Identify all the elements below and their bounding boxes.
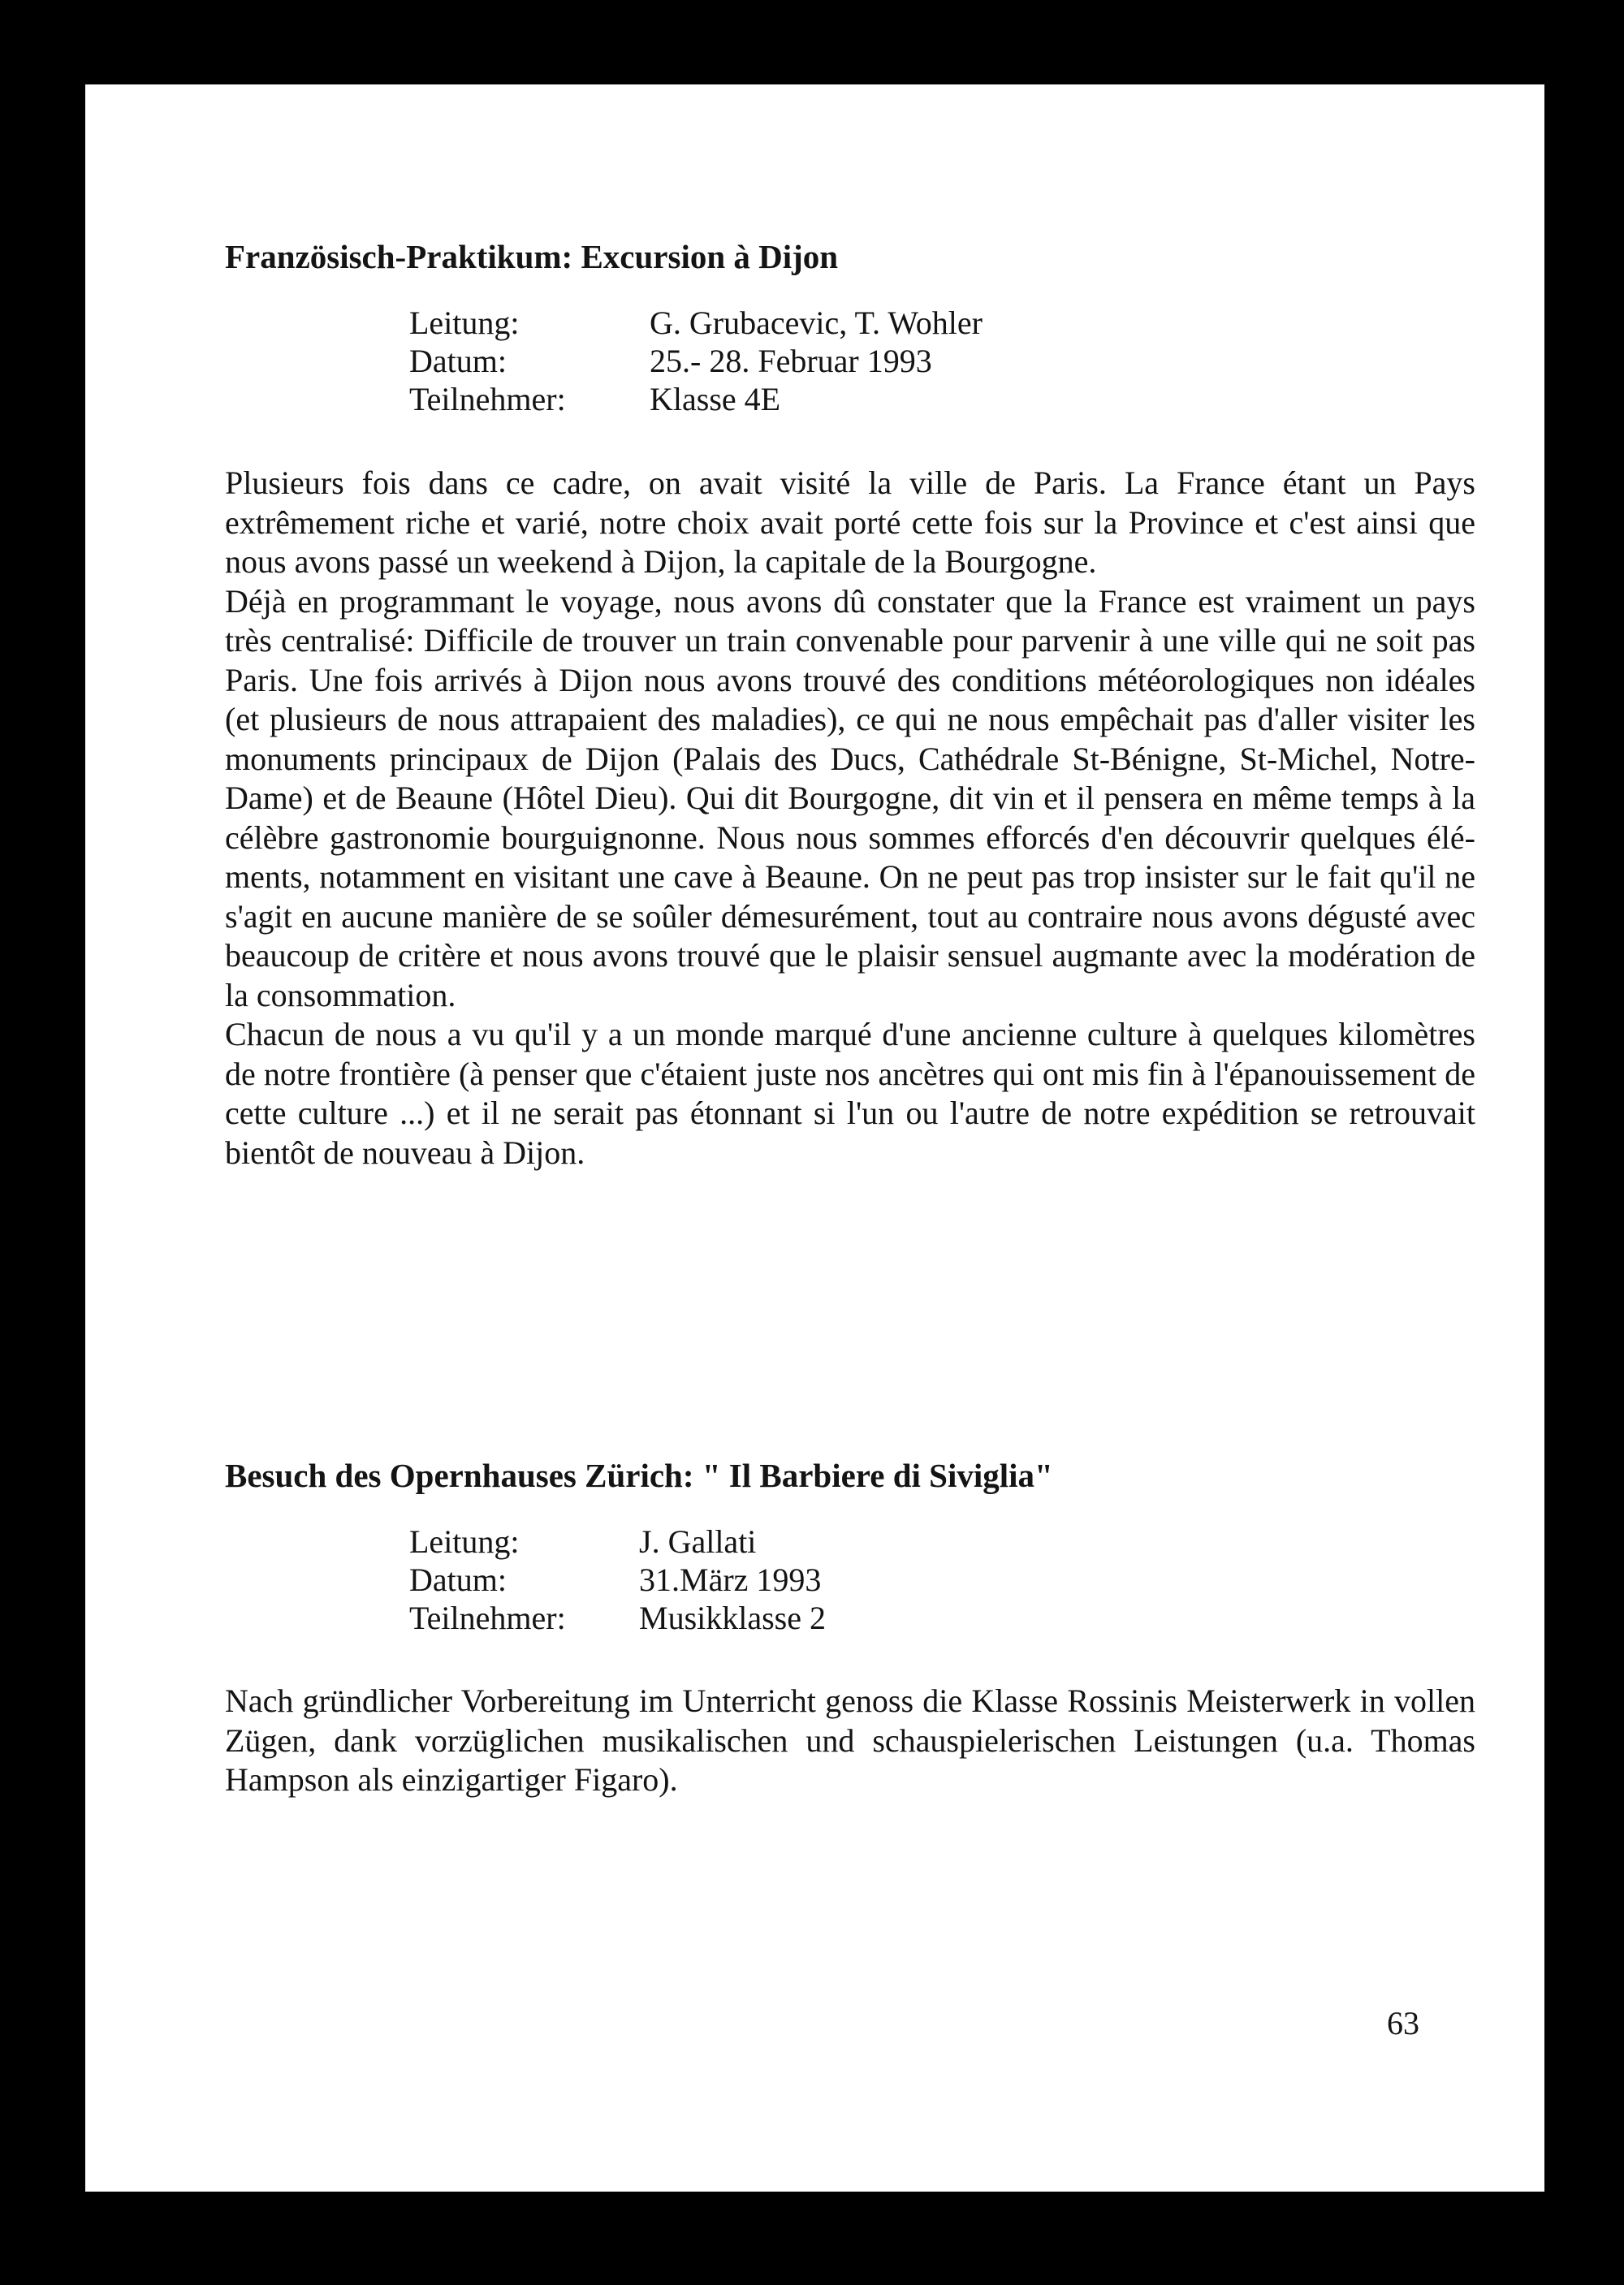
detail-row-leitung <box>409 304 1475 342</box>
section-body <box>225 464 1475 1173</box>
body-paragraph: Nach gründlicher Vorbereitung im Unterricht genoss die Klasse Rossinis Meisterwerk in vollen Zügen, dank vorzüglichen musikalischen und schauspielerischen Leistungen (u.a. Thomas Hampson als einzigartiger Figaro). <box>225 1682 1475 1798</box>
section-heading: Besuch des Opernhauses Zürich: " Il Barbiere di Siviglia" <box>225 1457 1053 1494</box>
page-number: 63 <box>1387 2005 1419 2041</box>
detail-value: G. Grubacevic, T. Wohler <box>650 305 983 341</box>
detail-value: Musikklasse 2 <box>639 1600 826 1636</box>
detail-label: Teilnehmer: <box>409 381 566 417</box>
detail-row-leitung <box>409 1523 1475 1561</box>
detail-label: Datum: <box>409 1561 507 1598</box>
event-details <box>409 304 1475 418</box>
detail-label: Leitung: <box>409 305 520 341</box>
body-paragraph: Chacun de nous a vu qu'il y a un monde marqué d'une ancienne culture à quelques kilomètres de notre frontière (à penser que c'étaient juste nos ancètres qui ont mis fin à l'épanouissement de cette culture ...) et il ne serait pas étonnant si l'un ou l'autre de notre expédition se retrouvait bientôt de nouveau à Dijon. <box>225 1016 1475 1171</box>
detail-label: Teilnehmer: <box>409 1600 566 1636</box>
detail-row-teilnehmer <box>409 380 1475 418</box>
section-body <box>225 1682 1475 1800</box>
event-details <box>409 1523 1475 1637</box>
detail-row-datum <box>409 1561 1475 1599</box>
section-heading: Französisch-Praktikum: Excursion à Dijon <box>225 238 839 275</box>
detail-label: Leitung: <box>409 1523 520 1560</box>
section-opera-visit <box>225 1454 1475 1800</box>
document-page <box>85 84 1544 2192</box>
body-paragraph: Plusieurs fois dans ce cadre, on avait visité la ville de Paris. La France étant un Pays extrêmement riche et varié, notre choix avait porté cette fois sur la Province et c'est ainsi que nous avons passé un weekend à Dijon, la capitale de la Bourgogne. <box>225 464 1475 580</box>
detail-label: Datum: <box>409 343 507 379</box>
detail-value: Klasse 4E <box>650 381 781 417</box>
body-paragraph: Déjà en programmant le voyage, nous avons dû constater que la France est vraiment un pays très centralisé: Difficile de trouver un train convenable pour parvenir à une ville qui ne soit pas Paris. Une fois arrivés à Dijon nous avons trouvé des conditions météorologiques non idéales (et plusieurs de nous attrapaient des maladies), ce qui ne nous empêchait pas d'aller visiter les monuments principaux de Dijon (Palais des Ducs, Cathédrale St-Bénigne, St-Michel, Notre-Dame) et de Beaune (Hôtel Dieu). Qui dit Bourgogne, dit vin et il pensera en même temps à la célèbre gastronomie bourguignonne. Nous nous sommes efforcés d'en découvrir quelques éléments, notamment en visitant une cave à Beaune. On ne peut pas trop insister sur le fait qu'il ne s'agit en aucune manière de se soûler démesurément, tout au contraire nous avons dégusté avec beaucoup de critère et nous avons trouvé que le plaisir sensuel augmante avec la modération de la consommation. <box>225 582 1475 1013</box>
detail-row-datum <box>409 342 1475 380</box>
detail-value: J. Gallati <box>639 1523 757 1560</box>
section-dijon-excursion <box>225 235 1475 1173</box>
detail-value: 25.- 28. Februar 1993 <box>650 343 932 379</box>
detail-value: 31.März 1993 <box>639 1561 822 1598</box>
detail-row-teilnehmer <box>409 1599 1475 1637</box>
